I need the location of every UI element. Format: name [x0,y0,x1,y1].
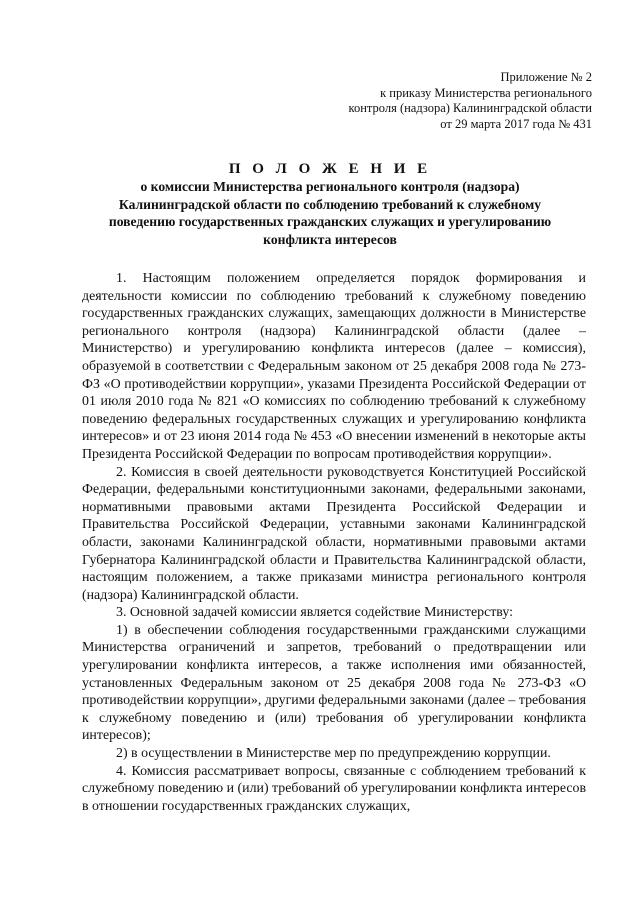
paragraph-4: 4. Комиссия рассматривает вопросы, связанные с соблюдением требований к служебному поведению и (или) требований об урегулировании конфликта интересов в отношении государственных гражданских служащих, [82,763,586,814]
paragraph-3-item-1: 1) в обеспечении соблюдения государственными гражданскими служащими Министерства ограничений и запретов, требований о предотвращении или урегулировании конфликта интересов, а также исполнения ими обязанностей, установленных Федеральным законом от 25 декабря 2008 года № 273-ФЗ «О противодействии коррупции», другими федеральными законами (далее – требования к служебному поведению и (или) требования об урегулировании конфликта интересов); [82,622,586,744]
document-title: П О Л О Ж Е Н И Е [228,161,432,177]
appendix-line-1: Приложение № 2 [500,70,592,84]
document-subtitle [82,178,578,248]
document-body [82,270,586,815]
subtitle-line-4: конфликта интересов [263,231,397,247]
paragraph-2: 2. Комиссия в своей деятельности руководствуется Конституцией Российской Федерации, федеральными конституционными законами, федеральными законами, нормативными правовыми актами Президента Российской Федерации и Правительства Российской Федерации, уставными законами Калининградской области, законами Калининградской области, нормативными правовыми актами Губернатора Калининградской области и Правительства Калининградской области, настоящим положением, а также приказами министра регионального контроля (надзора) Калининградской области. [82,464,586,603]
paragraph-1: 1. Настоящим положением определяется порядок формирования и деятельности комиссии по соблюдению требований к служебному поведению государственных гражданских служащих, замещающих должности в Министерстве регионального контроля (надзора) Калининградской области (далее – Министерство) и урегулированию конфликта интересов (далее – комиссия), образуемой в соответствии с Федеральным законом от 25 декабря 2008 года № 273-ФЗ «О противодействии коррупции», указами Президента Российской Федерации от 01 июля 2010 года № 821 «О комиссиях по соблюдению требований к служебному поведению федеральных государственных служащих и урегулированию конфликта интересов» и от 23 июня 2014 года № 453 «О внесении изменений в некоторые акты Президента Российской Федерации по вопросам противодействия коррупции». [82,271,586,462]
appendix-line-4: от 29 марта 2017 года № 431 [440,116,592,131]
paragraph-3: 3. Основной задачей комиссии является содействие Министерству: [116,605,514,621]
subtitle-line-1: о комиссии Министерства регионального контроля (надзора) [140,179,520,194]
appendix-line-3: контроля (надзора) Калининградской области [348,101,592,115]
subtitle-line-3: поведению государственных гражданских служащих и урегулированию [108,214,552,230]
appendix-line-2: к приказу Министерства регионального [380,85,592,100]
subtitle-line-2: Калининградской области по соблюдению требований к служебному [118,196,542,212]
appendix-header [330,70,592,132]
paragraph-3-item-2: 2) в осуществлении в Министерстве мер по предупреждению коррупции. [116,746,551,762]
